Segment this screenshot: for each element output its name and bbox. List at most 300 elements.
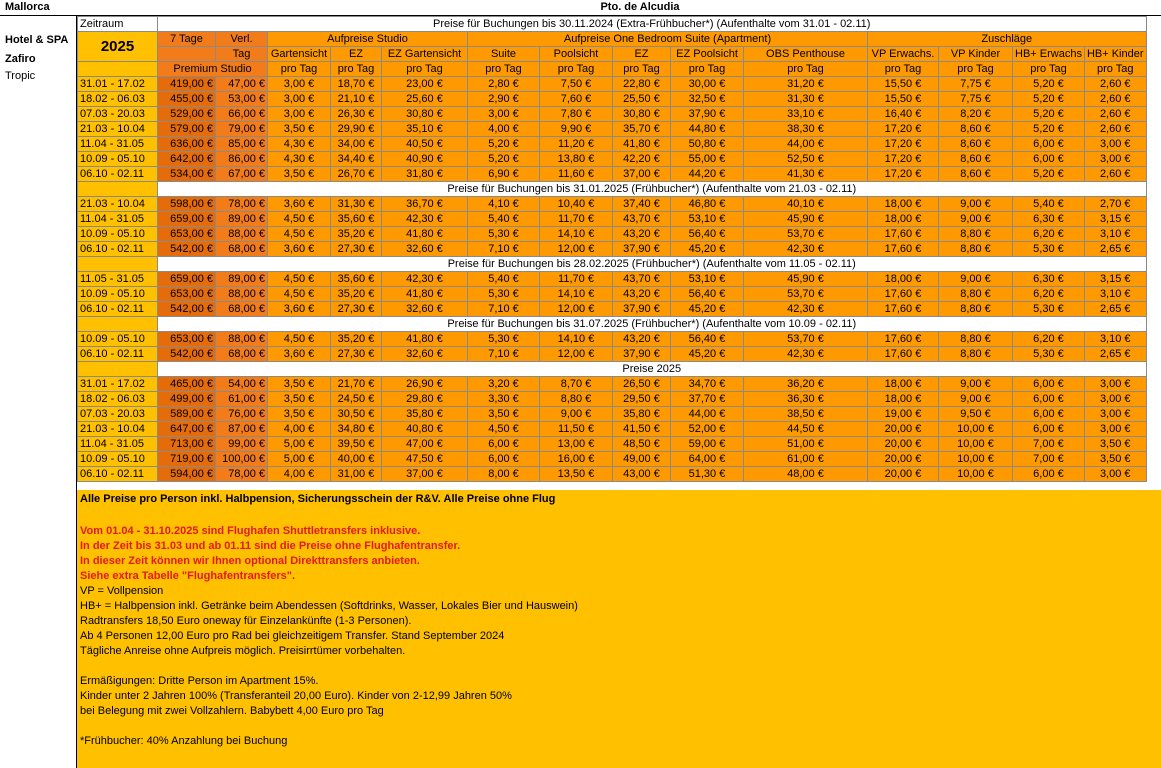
price-cell: 5,40 € <box>468 272 540 287</box>
period-cell: 06.10 - 02.11 <box>78 302 158 317</box>
price-cell: 32,60 € <box>382 242 468 257</box>
price-cell: 7,10 € <box>468 302 540 317</box>
price-cell: 41,80 € <box>382 332 468 347</box>
price-cell: 7,10 € <box>468 242 540 257</box>
price-cell: 5,20 € <box>468 152 540 167</box>
price-cell: 10,00 € <box>939 437 1013 452</box>
price-cell: 37,70 € <box>671 392 744 407</box>
price-cell: 20,00 € <box>868 452 939 467</box>
price-cell: 35,80 € <box>613 407 671 422</box>
price-cell: 7,10 € <box>468 347 540 362</box>
price-cell: 3,60 € <box>268 347 331 362</box>
price-cell: 68,00 € <box>216 242 268 257</box>
price-cell: 3,50 € <box>268 407 331 422</box>
price-cell: 46,80 € <box>671 197 744 212</box>
table-row <box>78 197 1147 212</box>
price-cell: 2,60 € <box>1084 107 1146 122</box>
price-cell: 4,30 € <box>268 152 331 167</box>
price-cell: 37,90 € <box>613 302 671 317</box>
unit-label: pro Tag <box>613 62 671 77</box>
col-name: VP Erwachs. <box>868 47 939 62</box>
location-label: Pto. de Alcudia <box>600 1 680 13</box>
price-cell: 6,20 € <box>1013 332 1085 347</box>
note-line: Ermäßigungen: Dritte Person im Apartment 15%. <box>80 675 319 687</box>
col-7tage-sub <box>158 47 216 62</box>
price-cell: 59,00 € <box>671 437 744 452</box>
price-cell: 30,80 € <box>382 107 468 122</box>
price-cell: 12,00 € <box>540 347 613 362</box>
price-cell: 85,00 € <box>216 137 268 152</box>
premium-studio-label: Premium Studio <box>158 62 268 77</box>
period-cell: 21.03 - 10.04 <box>78 422 158 437</box>
price-cell: 13,80 € <box>540 152 613 167</box>
price-cell: 45,20 € <box>671 302 744 317</box>
year-label: 2025 <box>78 32 158 62</box>
price-cell: 42,30 € <box>382 212 468 227</box>
price-cell: 41,50 € <box>613 422 671 437</box>
period-cell: 31.01 - 17.02 <box>78 377 158 392</box>
price-cell: 47,50 € <box>382 452 468 467</box>
price-cell: 50,80 € <box>671 137 744 152</box>
table-row <box>78 137 1147 152</box>
price-cell: 3,50 € <box>268 167 331 182</box>
price-cell: 8,20 € <box>939 107 1013 122</box>
price-cell: 17,60 € <box>868 347 939 362</box>
price-cell: 26,70 € <box>331 167 382 182</box>
price-cell: 542,00 € <box>158 242 216 257</box>
price-cell: 419,00 € <box>158 77 216 92</box>
unit-label: pro Tag <box>268 62 331 77</box>
period-cell: 10.09 - 05.10 <box>78 332 158 347</box>
price-cell: 6,20 € <box>1013 287 1085 302</box>
price-cell: 17,20 € <box>868 152 939 167</box>
price-cell: 56,40 € <box>671 287 744 302</box>
price-cell: 10,00 € <box>939 467 1013 482</box>
price-cell: 36,30 € <box>744 392 868 407</box>
price-cell: 579,00 € <box>158 122 216 137</box>
group-studio: Aufpreise Studio <box>268 32 468 47</box>
price-cell: 5,30 € <box>468 287 540 302</box>
price-cell: 7,75 € <box>939 92 1013 107</box>
table-row <box>78 347 1147 362</box>
price-cell: 9,00 € <box>939 377 1013 392</box>
price-cell: 8,80 € <box>939 347 1013 362</box>
group-suite: Aufpreise One Bedroom Suite (Apartment) <box>468 32 868 47</box>
price-cell: 78,00 € <box>216 197 268 212</box>
price-cell: 68,00 € <box>216 347 268 362</box>
price-cell: 4,30 € <box>268 137 331 152</box>
price-cell: 31,30 € <box>744 92 868 107</box>
price-cell: 24,50 € <box>331 392 382 407</box>
year-spacer <box>78 62 158 77</box>
unit-label: pro Tag <box>939 62 1013 77</box>
price-cell: 534,00 € <box>158 167 216 182</box>
price-cell: 40,80 € <box>382 422 468 437</box>
price-cell: 26,50 € <box>613 377 671 392</box>
price-cell: 4,50 € <box>268 227 331 242</box>
price-cell: 20,00 € <box>868 422 939 437</box>
price-cell: 10,40 € <box>540 197 613 212</box>
price-cell: 42,30 € <box>744 347 868 362</box>
price-cell: 13,50 € <box>540 467 613 482</box>
price-cell: 31,00 € <box>331 467 382 482</box>
price-cell: 17,60 € <box>868 227 939 242</box>
col-name: EZ Gartensicht <box>382 47 468 62</box>
table-row <box>78 377 1147 392</box>
col-name: HB+ Erwachs <box>1013 47 1085 62</box>
price-cell: 719,00 € <box>158 452 216 467</box>
price-cell: 647,00 € <box>158 422 216 437</box>
price-cell: 7,80 € <box>540 107 613 122</box>
unit-label: pro Tag <box>744 62 868 77</box>
price-cell: 37,90 € <box>613 242 671 257</box>
price-cell: 41,80 € <box>382 287 468 302</box>
table-row <box>78 437 1147 452</box>
price-cell: 45,20 € <box>671 347 744 362</box>
price-cell: 3,00 € <box>468 107 540 122</box>
table-row <box>78 392 1147 407</box>
price-cell: 47,00 € <box>382 437 468 452</box>
price-cell: 56,40 € <box>671 227 744 242</box>
price-cell: 455,00 € <box>158 92 216 107</box>
price-cell: 79,00 € <box>216 122 268 137</box>
col-verl: Verl. <box>216 32 268 47</box>
section-title: Preise 2025 <box>158 362 1147 377</box>
table-row <box>78 77 1147 92</box>
price-cell: 7,00 € <box>1013 437 1085 452</box>
price-cell: 7,60 € <box>540 92 613 107</box>
price-cell: 48,50 € <box>613 437 671 452</box>
price-cell: 3,10 € <box>1084 332 1146 347</box>
price-cell: 3,00 € <box>268 107 331 122</box>
price-cell: 53,00 € <box>216 92 268 107</box>
price-cell: 29,90 € <box>331 122 382 137</box>
note-line: VP = Vollpension <box>80 585 164 597</box>
price-cell: 3,50 € <box>1084 452 1146 467</box>
table-row <box>78 152 1147 167</box>
price-cell: 45,90 € <box>744 212 868 227</box>
price-cell: 99,00 € <box>216 437 268 452</box>
price-cell: 44,50 € <box>744 422 868 437</box>
price-cell: 11,50 € <box>540 422 613 437</box>
price-cell: 2,60 € <box>1084 122 1146 137</box>
price-cell: 542,00 € <box>158 302 216 317</box>
price-cell: 39,50 € <box>331 437 382 452</box>
price-cell: 3,50 € <box>1084 437 1146 452</box>
table-row <box>78 272 1147 287</box>
period-cell: 11.04 - 31.05 <box>78 137 158 152</box>
table-row <box>78 407 1147 422</box>
price-cell: 53,70 € <box>744 227 868 242</box>
price-cell: 53,10 € <box>671 212 744 227</box>
note-line: Siehe extra Tabelle "Flughafentransfers". <box>80 570 296 582</box>
price-cell: 30,00 € <box>671 77 744 92</box>
price-cell: 10,00 € <box>939 452 1013 467</box>
price-cell: 3,50 € <box>268 392 331 407</box>
price-cell: 3,60 € <box>268 242 331 257</box>
period-cell: 10.09 - 05.10 <box>78 287 158 302</box>
price-cell: 37,00 € <box>613 167 671 182</box>
price-cell: 43,00 € <box>613 467 671 482</box>
price-cell: 6,30 € <box>1013 212 1085 227</box>
price-cell: 3,20 € <box>468 377 540 392</box>
price-cell: 3,50 € <box>468 407 540 422</box>
table-row <box>78 167 1147 182</box>
price-cell: 542,00 € <box>158 347 216 362</box>
price-cell: 43,70 € <box>613 272 671 287</box>
price-cell: 25,50 € <box>613 92 671 107</box>
price-cell: 52,00 € <box>671 422 744 437</box>
price-cell: 37,40 € <box>613 197 671 212</box>
price-cell: 589,00 € <box>158 407 216 422</box>
price-cell: 17,60 € <box>868 287 939 302</box>
price-cell: 40,90 € <box>382 152 468 167</box>
price-cell: 3,00 € <box>1084 137 1146 152</box>
section-spacer <box>78 182 158 197</box>
price-cell: 5,20 € <box>1013 167 1085 182</box>
price-cell: 88,00 € <box>216 332 268 347</box>
price-cell: 6,00 € <box>1013 137 1085 152</box>
price-cell: 18,00 € <box>868 377 939 392</box>
price-cell: 3,30 € <box>468 392 540 407</box>
price-cell: 53,70 € <box>744 287 868 302</box>
period-cell: 11.04 - 31.05 <box>78 212 158 227</box>
price-cell: 5,20 € <box>468 137 540 152</box>
col-name: Poolsicht <box>540 47 613 62</box>
note-line: bei Belegung mit zwei Vollzahlern. Babybett 4,00 Euro pro Tag <box>80 705 384 717</box>
section-spacer <box>78 317 158 332</box>
price-cell: 642,00 € <box>158 152 216 167</box>
price-cell: 9,00 € <box>939 392 1013 407</box>
price-cell: 44,20 € <box>671 167 744 182</box>
price-cell: 6,00 € <box>468 437 540 452</box>
price-cell: 20,00 € <box>868 467 939 482</box>
price-cell: 653,00 € <box>158 227 216 242</box>
price-cell: 42,30 € <box>744 242 868 257</box>
section-title: Preise für Buchungen bis 31.01.2025 (Frühbucher*) (Aufenthalte vom 21.03 - 02.11) <box>158 182 1147 197</box>
price-cell: 2,65 € <box>1084 347 1146 362</box>
price-cell: 32,60 € <box>382 302 468 317</box>
price-cell: 14,10 € <box>540 287 613 302</box>
price-cell: 5,00 € <box>268 437 331 452</box>
price-cell: 17,60 € <box>868 302 939 317</box>
price-cell: 4,00 € <box>268 467 331 482</box>
price-cell: 3,00 € <box>1084 407 1146 422</box>
price-cell: 34,70 € <box>671 377 744 392</box>
price-cell: 35,20 € <box>331 332 382 347</box>
price-cell: 2,90 € <box>468 92 540 107</box>
price-cell: 35,20 € <box>331 227 382 242</box>
price-cell: 5,20 € <box>1013 107 1085 122</box>
price-cell: 17,60 € <box>868 332 939 347</box>
price-cell: 12,00 € <box>540 242 613 257</box>
period-cell: 07.03 - 20.03 <box>78 107 158 122</box>
price-cell: 19,00 € <box>868 407 939 422</box>
table-row <box>78 422 1147 437</box>
price-cell: 42,30 € <box>744 302 868 317</box>
price-cell: 3,10 € <box>1084 227 1146 242</box>
period-cell: 06.10 - 02.11 <box>78 347 158 362</box>
table-row <box>78 287 1147 302</box>
col-name: Suite <box>468 47 540 62</box>
price-cell: 6,00 € <box>1013 152 1085 167</box>
price-cell: 465,00 € <box>158 377 216 392</box>
price-cell: 594,00 € <box>158 467 216 482</box>
period-cell: 06.10 - 02.11 <box>78 167 158 182</box>
price-cell: 6,00 € <box>1013 377 1085 392</box>
price-cell: 4,50 € <box>268 287 331 302</box>
region-label: Mallorca <box>5 1 50 13</box>
table-row <box>78 122 1147 137</box>
price-cell: 30,80 € <box>613 107 671 122</box>
price-cell: 32,50 € <box>671 92 744 107</box>
price-cell: 20,00 € <box>868 437 939 452</box>
price-cell: 18,00 € <box>868 197 939 212</box>
price-cell: 7,75 € <box>939 77 1013 92</box>
price-cell: 529,00 € <box>158 107 216 122</box>
price-cell: 4,50 € <box>268 332 331 347</box>
price-cell: 41,80 € <box>382 227 468 242</box>
price-cell: 37,90 € <box>671 107 744 122</box>
price-cell: 6,20 € <box>1013 227 1085 242</box>
period-cell: 06.10 - 02.11 <box>78 467 158 482</box>
period-cell: 11.04 - 31.05 <box>78 437 158 452</box>
price-cell: 43,20 € <box>613 227 671 242</box>
price-cell: 4,50 € <box>268 212 331 227</box>
price-cell: 2,60 € <box>1084 77 1146 92</box>
price-cell: 9,00 € <box>939 212 1013 227</box>
price-cell: 61,00 € <box>216 392 268 407</box>
price-cell: 100,00 € <box>216 452 268 467</box>
price-cell: 38,30 € <box>744 122 868 137</box>
section-spacer <box>78 362 158 377</box>
price-cell: 9,00 € <box>939 272 1013 287</box>
price-table <box>77 16 1147 482</box>
hotel-name: Zafiro <box>5 53 36 65</box>
table-row <box>78 227 1147 242</box>
price-cell: 598,00 € <box>158 197 216 212</box>
price-cell: 11,60 € <box>540 167 613 182</box>
period-cell: 31.01 - 17.02 <box>78 77 158 92</box>
price-cell: 6,00 € <box>468 452 540 467</box>
price-cell: 27,30 € <box>331 242 382 257</box>
price-cell: 4,00 € <box>468 122 540 137</box>
price-cell: 4,50 € <box>268 272 331 287</box>
price-cell: 7,00 € <box>1013 452 1085 467</box>
price-cell: 76,00 € <box>216 407 268 422</box>
price-cell: 48,00 € <box>744 467 868 482</box>
price-cell: 5,20 € <box>1013 122 1085 137</box>
price-cell: 5,40 € <box>1013 197 1085 212</box>
price-cell: 2,60 € <box>1084 167 1146 182</box>
period-cell: 10.09 - 05.10 <box>78 152 158 167</box>
price-cell: 3,00 € <box>1084 392 1146 407</box>
price-cell: 35,60 € <box>331 272 382 287</box>
price-cell: 68,00 € <box>216 302 268 317</box>
price-cell: 8,80 € <box>939 332 1013 347</box>
period-cell: 18.02 - 06.03 <box>78 392 158 407</box>
price-cell: 18,00 € <box>868 272 939 287</box>
price-cell: 5,30 € <box>1013 302 1085 317</box>
price-cell: 54,00 € <box>216 377 268 392</box>
table-row <box>78 302 1147 317</box>
col-name: VP Kinder <box>939 47 1013 62</box>
price-cell: 61,00 € <box>744 452 868 467</box>
price-cell: 8,00 € <box>468 467 540 482</box>
note-line: Kinder unter 2 Jahren 100% (Transferanteil 20,00 Euro). Kinder von 2-12,99 Jahren 50% <box>80 690 512 702</box>
note-line: In der Zeit bis 31.03 und ab 01.11 sind die Preise ohne Flughafentransfer. <box>80 540 461 552</box>
price-cell: 45,90 € <box>744 272 868 287</box>
price-cell: 3,00 € <box>1084 422 1146 437</box>
price-cell: 36,70 € <box>382 197 468 212</box>
price-cell: 13,00 € <box>540 437 613 452</box>
price-cell: 6,90 € <box>468 167 540 182</box>
price-cell: 6,30 € <box>1013 272 1085 287</box>
price-cell: 11,70 € <box>540 272 613 287</box>
price-cell: 31,20 € <box>744 77 868 92</box>
price-cell: 53,10 € <box>671 272 744 287</box>
price-cell: 40,00 € <box>331 452 382 467</box>
title-bar <box>0 0 1161 16</box>
price-cell: 35,20 € <box>331 287 382 302</box>
price-cell: 52,50 € <box>744 152 868 167</box>
price-cell: 53,70 € <box>744 332 868 347</box>
price-cell: 49,00 € <box>613 452 671 467</box>
price-cell: 44,00 € <box>744 137 868 152</box>
price-cell: 35,70 € <box>613 122 671 137</box>
period-cell: 10.09 - 05.10 <box>78 452 158 467</box>
price-cell: 8,80 € <box>939 287 1013 302</box>
note-line: Tägliche Anreise ohne Aufpreis möglich. Preisirrtümer vorbehalten. <box>80 645 406 657</box>
price-cell: 8,60 € <box>939 167 1013 182</box>
note-line: In dieser Zeit können wir Ihnen optional Direkttransfers anbieten. <box>80 555 420 567</box>
price-cell: 35,80 € <box>382 407 468 422</box>
note-line: Radtransfers 18,50 Euro oneway für Einzelankünfte (1-3 Personen). <box>80 615 412 627</box>
note-line: HB+ = Halbpension inkl. Getränke beim Abendessen (Softdrinks, Wasser, Lokales Bier und Hauswein) <box>80 600 578 612</box>
price-cell: 17,20 € <box>868 167 939 182</box>
period-cell: 11.05 - 31.05 <box>78 272 158 287</box>
price-cell: 636,00 € <box>158 137 216 152</box>
unit-label: pro Tag <box>1013 62 1085 77</box>
section-title: Preise für Buchungen bis 30.11.2024 (Extra-Frühbucher*) (Aufenthalte vom 31.01 - 02.11) <box>158 17 1147 32</box>
price-cell: 31,80 € <box>382 167 468 182</box>
price-cell: 17,60 € <box>868 242 939 257</box>
price-cell: 2,70 € <box>1084 197 1146 212</box>
table-row <box>78 332 1147 347</box>
price-cell: 17,20 € <box>868 122 939 137</box>
price-cell: 40,50 € <box>382 137 468 152</box>
price-cell: 87,00 € <box>216 422 268 437</box>
price-cell: 3,60 € <box>268 302 331 317</box>
price-cell: 26,30 € <box>331 107 382 122</box>
price-cell: 16,40 € <box>868 107 939 122</box>
price-cell: 16,00 € <box>540 452 613 467</box>
price-cell: 43,20 € <box>613 332 671 347</box>
price-cell: 15,50 € <box>868 92 939 107</box>
price-cell: 18,70 € <box>331 77 382 92</box>
price-cell: 8,80 € <box>939 227 1013 242</box>
price-cell: 47,00 € <box>216 77 268 92</box>
price-cell: 3,00 € <box>1084 152 1146 167</box>
price-cell: 6,00 € <box>1013 407 1085 422</box>
unit-label: pro Tag <box>671 62 744 77</box>
price-cell: 18,00 € <box>868 212 939 227</box>
col-7tage: 7 Tage <box>158 32 216 47</box>
price-cell: 38,50 € <box>744 407 868 422</box>
price-cell: 86,00 € <box>216 152 268 167</box>
price-cell: 9,00 € <box>540 407 613 422</box>
price-cell: 26,90 € <box>382 377 468 392</box>
